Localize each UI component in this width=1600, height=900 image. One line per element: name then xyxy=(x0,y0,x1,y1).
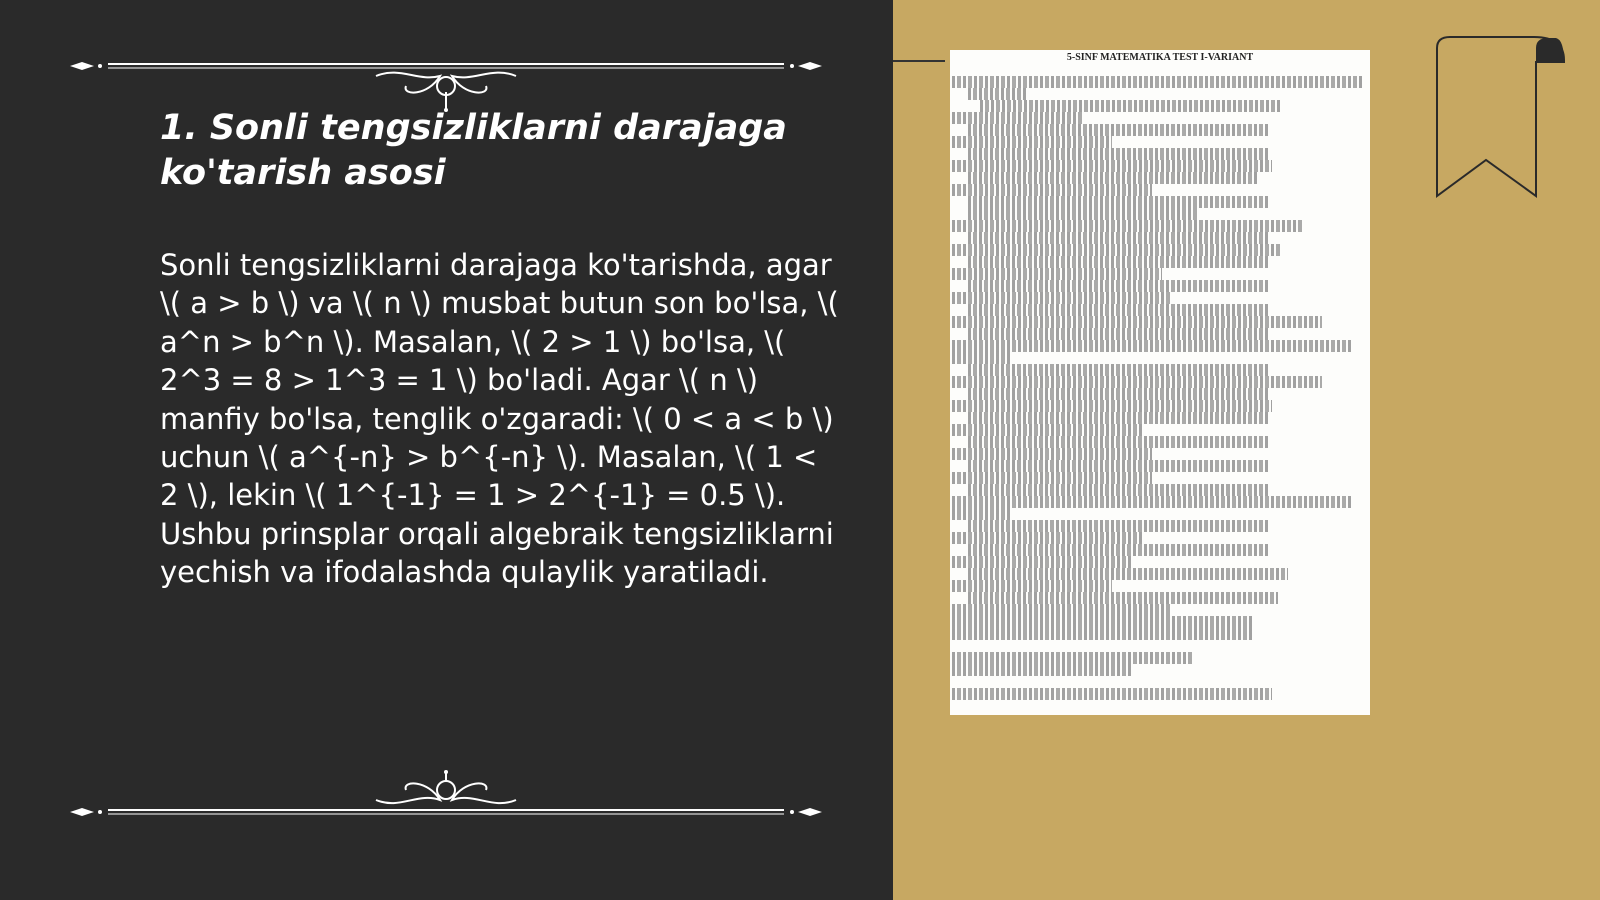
document-text-line xyxy=(952,652,1192,664)
document-text-line xyxy=(968,256,1268,268)
slide-title: 1. Sonli tengsizliklarni darajaga ko'tarish asosi xyxy=(160,108,787,193)
document-text-line xyxy=(952,448,1152,460)
document-text-line xyxy=(952,268,1162,280)
document-text-line xyxy=(952,112,1082,124)
document-text-line xyxy=(968,412,1268,424)
document-text-line xyxy=(952,376,1322,388)
document-text-line xyxy=(952,688,1272,700)
document-text-line xyxy=(980,100,1280,112)
document-text-line xyxy=(952,664,1132,676)
document-text-line xyxy=(968,88,1028,100)
document-text-line xyxy=(952,532,1142,544)
document-text-line xyxy=(952,472,1152,484)
document-text-line xyxy=(952,352,1012,364)
document-text-line xyxy=(952,244,1282,256)
document-text-line xyxy=(952,292,1172,304)
document-text-line xyxy=(968,328,1268,340)
bottom-ornament-divider xyxy=(68,770,824,830)
top-ornament-divider xyxy=(68,52,824,112)
slide-body-text: Sonli tengsizliklarni darajaga ko'tarishda, agar \( a > b \) va \( n \) musbat butun son bo'lsa, \( a^n > b^n \). Masalan, \( 2 > 1 \) bo'lsa, \( 2^3 = 8 > 1^3 = 1 \) bo'ladi. Agar \( n \) manfiy bo'lsa, tenglik o'zgaradi: \( 0 < a < b \) uchun \( a^{-n} > b^{-n} \). Masalan, \( 1 < 2 \), lekin \( 1^{-1} = 1 > 2^{-1} = 0.5 \). Ushbu prinsplar orqali algebraik tengsizliklarni yechish va ifodalashda qulaylik yaratiladi. xyxy=(160,248,839,590)
document-text-line xyxy=(952,160,1272,172)
document-text-line xyxy=(968,208,1198,220)
document-text-line xyxy=(968,232,1268,244)
document-text-line xyxy=(968,568,1288,580)
document-text-line xyxy=(968,364,1268,376)
document-heading: 5-SINF MATEMATIKA TEST I-VARIANT xyxy=(1066,52,1254,63)
document-text-line xyxy=(968,520,1268,532)
document-text-line xyxy=(968,148,1268,160)
document-text-line xyxy=(968,436,1268,448)
document-text-line xyxy=(952,400,1272,412)
accent-line xyxy=(893,60,945,62)
document-text-line xyxy=(968,460,1268,472)
document-text-line xyxy=(952,508,1012,520)
document-text-line xyxy=(952,340,1352,352)
document-text-line xyxy=(952,220,1302,232)
document-text-line xyxy=(968,280,1268,292)
document-text-line xyxy=(968,388,1268,400)
document-text-line xyxy=(968,304,1268,316)
document-text-line xyxy=(968,196,1268,208)
document-text-line xyxy=(952,136,1112,148)
document-text-line xyxy=(952,628,1252,640)
document-text-line xyxy=(952,580,1112,592)
document-text-line xyxy=(952,424,1142,436)
document-text-line xyxy=(952,316,1322,328)
document-text-line xyxy=(952,556,1132,568)
document-text-line xyxy=(968,592,1278,604)
bookmark-ribbon-decoration xyxy=(1436,36,1566,198)
document-text-line xyxy=(952,496,1352,508)
document-text-line xyxy=(952,616,1252,628)
document-text-line xyxy=(968,172,1258,184)
document-text-line xyxy=(952,184,1152,196)
document-text-line xyxy=(968,484,1268,496)
document-text-line xyxy=(952,604,1172,616)
document-text-line xyxy=(968,544,1268,556)
math-test-document-image xyxy=(950,50,1370,715)
document-text-line xyxy=(968,124,1268,136)
document-text-line xyxy=(952,76,1362,88)
